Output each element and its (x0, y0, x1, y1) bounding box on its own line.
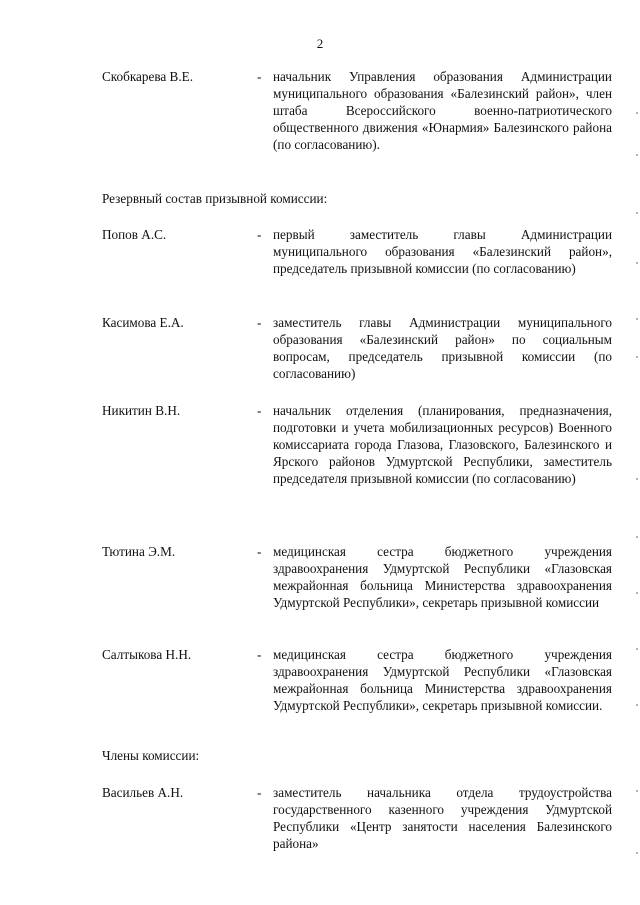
person-name: Скобкарева В.Е. (102, 69, 193, 84)
person-position: медицинская сестра бюджетного учреждения здравоохранения Удмуртской Республики «Глазовская межрайонная больница Министерства здравоохранения Удмуртской Республики», секретарь призывной комиссии. (273, 647, 612, 713)
dash-separator: - (257, 69, 262, 84)
person-name: Салтыкова Н.Н. (102, 647, 192, 662)
page-number: 2 (316, 36, 324, 51)
person-name: Касимова Е.А. (102, 315, 184, 330)
scan-margin-marks (635, 0, 638, 905)
entry-popov (102, 226, 612, 277)
dash-separator: - (257, 544, 262, 559)
person-name: Никитин В.Н. (102, 403, 181, 418)
dash-separator: - (257, 315, 262, 330)
entry-saltykova (102, 646, 612, 714)
entry-kasimova (102, 314, 612, 382)
entry-vasiliev (102, 784, 612, 852)
person-name: Васильев А.Н. (102, 785, 184, 800)
entry-nikitin (102, 402, 612, 487)
entry-skobkareva (102, 68, 612, 153)
person-name: Тютина Э.М. (102, 544, 176, 559)
dash-separator: - (257, 403, 262, 418)
person-position: первый заместитель главы Администрации муниципального образования «Балезинский район», председатель призывной комиссии (по согласованию) (273, 227, 612, 276)
members-heading: Члены комиссии: (102, 748, 200, 763)
dash-separator: - (257, 785, 262, 800)
person-name: Попов А.С. (102, 227, 167, 242)
dash-separator: - (257, 227, 262, 242)
person-position: начальник Управления образования Администрации муниципального образования «Балезинский район», член штаба Всероссийского военно-патриотического общественного движения «Юнармия» Балезинского района (по согласованию). (273, 69, 612, 152)
reserve-heading: Резервный состав призывной комиссии: (102, 191, 328, 206)
person-position: заместитель главы Администрации муниципального образования «Балезинский район» по социальным вопросам, председатель призывной комиссии (по согласованию) (273, 315, 612, 381)
person-position: заместитель начальника отдела трудоустройства государственного казенного учреждения Удмуртской Республики «Центр занятости населения Балезинского района» (273, 785, 612, 851)
person-position: начальник отделения (планирования, предназначения, подготовки и учета мобилизационных ресурсов) Военного комиссариата города Глазова, Глазовского, Балезинского и Ярского районов Удмуртской Республики, заместитель председателя призывной комиссии (по согласованию) (273, 403, 612, 486)
entry-tyutina (102, 543, 612, 611)
person-position: медицинская сестра бюджетного учреждения здравоохранения Удмуртской Республики «Глазовская межрайонная больница Министерства здравоохранения Удмуртской Республики», секретарь призывной комиссии (273, 544, 612, 610)
dash-separator: - (257, 647, 262, 662)
